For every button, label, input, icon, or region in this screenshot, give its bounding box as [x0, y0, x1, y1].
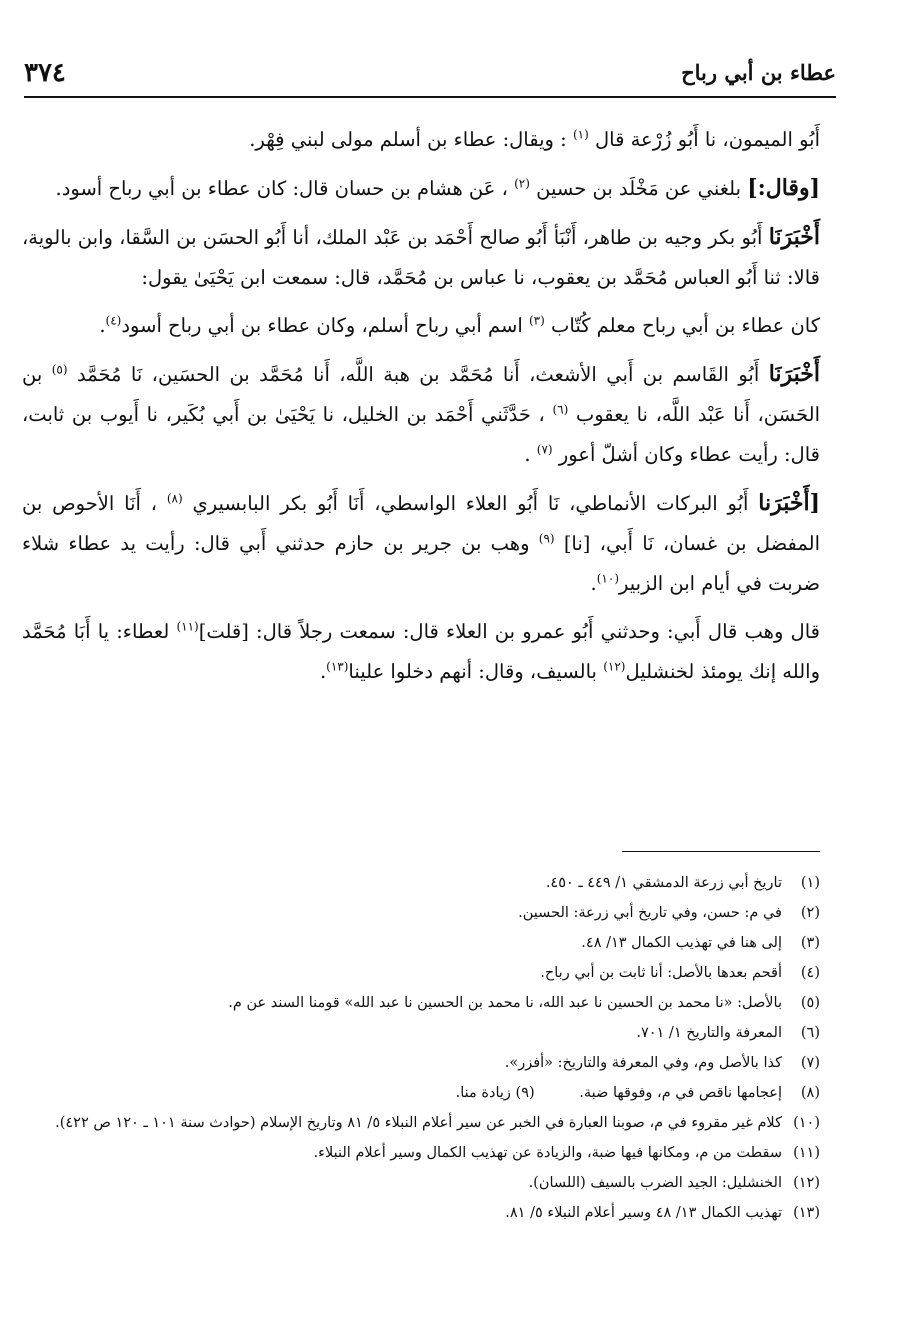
footnote-text: إعجامها ناقص في م، وفوقها ضبة.: [579, 1085, 782, 1101]
footnote-ref: (٥): [51, 362, 68, 377]
footnote-ref: (١١): [176, 619, 199, 634]
footnote: [22, 1018, 820, 1048]
keyword: أَخْبَرَنَا: [768, 361, 821, 387]
footnote-number: (٦): [800, 1025, 820, 1041]
footnote-text: أقحم بعدها بالأصل: أنا ثابت بن أبي رباح.: [540, 965, 782, 981]
page-number: ٣٧٤: [24, 58, 66, 88]
main-text: [22, 120, 820, 700]
footnote-text: تهذيب الكمال ١٣/ ٤٨ وسير أعلام النبلاء ٥/ ٨١.: [505, 1205, 782, 1221]
footnote-number: (١١): [793, 1145, 820, 1161]
footnote-ref: (٤): [105, 313, 122, 328]
footnote: [22, 1108, 820, 1138]
footnote-number: (٩): [515, 1085, 535, 1101]
running-title: عطاء بن أبي رباح: [681, 60, 836, 85]
page-header: [24, 52, 836, 98]
paragraph-5: أَخْبَرَنَا أَبُو القَاسم بن أَبي الأشعث، أَنا مُحَمَّد بن هبة اللَّه، أَنا مُحَمَّد بن الحسَين، نَا مُحَمَّد $^{(٥)}$ بن الحَسَن، أَنا عَبْد اللَّه، نا يعقوب $^{(٦)}$ ، حَدَّثَني أَحْمَد بن الخليل، نا يَحْيَىٰ بن أَبي بُكَير، نا أَيوب بن ثابت، قال: رأيت عطاء وكان أشلّ أعور $^{(٧)}$ .: [22, 361, 821, 466]
keyword: [وقال:]: [747, 175, 820, 201]
footnote-text: كلام غير مقروء في م، صوبنا العبارة في الخبر عن سير أعلام النبلاء ٥/ ٨١ وتاريخ الإسلام (حوادث سنة ١٠١ ـ ١٢٠ ص ٤٢٢).: [55, 1115, 782, 1131]
footnote: [22, 988, 820, 1018]
footnote: [22, 1198, 820, 1228]
footnote-number: (١٠): [793, 1115, 820, 1131]
footnote-text: إلى هنا في تهذيب الكمال ١٣/ ٤٨.: [581, 935, 782, 951]
footnotes: [22, 868, 820, 1228]
footnote: [22, 898, 820, 928]
footnote-ref: (٧): [536, 442, 553, 457]
keyword: [أَخْبَرَنا: [758, 490, 820, 516]
footnote-ref: (١٢): [603, 659, 626, 674]
footnote-number: (٨): [800, 1085, 820, 1101]
footnote-number: (١): [800, 875, 820, 891]
footnote: [22, 1168, 820, 1198]
footnote-ref: (١٣): [326, 659, 349, 674]
footnote: [22, 1048, 820, 1078]
footnote: [22, 868, 820, 898]
footnote-ref: (١): [572, 127, 589, 142]
footnote-text: بالأصل: «نا محمد بن الحسين نا عبد الله، نا محمد بن الحسين نا عبد الله» قومنا السند عن م.: [228, 995, 782, 1011]
footnote-text: كذا بالأصل وم، وفي المعرفة والتاريخ: «أفزر».: [504, 1055, 782, 1071]
footnote: [22, 1138, 820, 1168]
footnote: [22, 928, 820, 958]
footnote-number: (٣): [800, 935, 820, 951]
paragraph-4: كان عطاء بن أبي رباح معلم كُتّاب $^{(٣)}$ اسم أبي رباح أسلم، وكان عطاء بن أبي رباح أسود$^{(٤)}$.: [99, 313, 820, 337]
footnote-separator: [622, 851, 820, 852]
keyword: أَخْبَرَنَا: [768, 224, 821, 250]
paragraph-3: أَخْبَرَنَا أَبُو بكر وجيه بن طاهر، أَنْبَأ أَبُو صالح أَحْمَد بن عَبْد الملك، أنا أَبُو الحسَن بن السَّقا، وابن بالوية، قالا: ثنا أَبُو العباس مُحَمَّد بن يعقوب، نا عباس بن مُحَمَّد، قال: سمعت ابن يَحْيَىٰ يقول:: [22, 224, 821, 289]
footnote-text: سقطت من م، ومكانها فيها ضبة، والزيادة عن تهذيب الكمال وسير أعلام النبلاء.: [313, 1145, 782, 1161]
footnote-text: المعرفة والتاريخ ١/ ٧٠١.: [636, 1025, 782, 1041]
footnote-number: (٢): [800, 905, 820, 921]
footnote: [22, 958, 820, 988]
footnote: [22, 1078, 820, 1108]
paragraph-7: قال وهب قال أَبي: وحدثني أَبُو عمرو بن العلاء قال: سمعت رجلاً قال: [قلت]$^{(١١)}$ لعطاء: يا أَبَا مُحَمَّد والله إنك يومئذ لخنشليل$^{(١٢)}$ بالسيف، وقال: أنهم دخلوا علينا$^{(١٣)}$.: [22, 619, 820, 683]
footnote-ref: (٨): [166, 491, 183, 506]
footnote-number: (١٢): [793, 1175, 820, 1191]
footnote-ref: (٩): [538, 531, 555, 546]
footnote-ref: (١٠): [596, 571, 619, 586]
footnote-ref: (٣): [528, 313, 545, 328]
footnote-text: زيادة منا.: [455, 1085, 511, 1101]
paragraph-1: أَبُو الميمون، نا أَبُو زُرْعة قال $^{(١)}$ : ويقال: عطاء بن أسلم مولى لبني فِهْر.: [249, 127, 820, 151]
footnote-number: (١٣): [793, 1205, 820, 1221]
footnote-ref: (٦): [552, 402, 569, 417]
footnote-ref: (٢): [514, 176, 530, 191]
footnote-number: (٥): [800, 995, 820, 1011]
footnote-text: الخنشليل: الجيد الضرب بالسيف (اللسان).: [528, 1175, 782, 1191]
footnote-number: (٤): [800, 965, 820, 981]
footnote-text: في م: حسن، وفي تاريخ أبي زرعة: الحسين.: [518, 905, 782, 921]
footnote-text: تاريخ أبي زرعة الدمشقي ١/ ٤٤٩ ـ ٤٥٠.: [545, 875, 782, 891]
footnote-number: (٧): [800, 1055, 820, 1071]
paragraph-2: [وقال:] بلغني عن مَخْلَد بن حسين $^{(٢)}$ ، عَن هشام بن حسان قال: كان عطاء بن أبي رباح أسود.: [55, 175, 820, 201]
paragraph-6: [أَخْبَرَنا أَبُو البركات الأنماطي، نَا أَبُو العلاء الواسطي، أَنَا أَبُو بكر البابسيري $^{(٨)}$ ، أَنَا الأحوص بن المفضل بن غسان، نَا أَبي، [نا] $^{(٩)}$ وهب بن جرير بن حازم حدثني أَبي قال: رأيت يد عطاء شلاء ضربت في أيام ابن الزبير$^{(١٠)}$.: [22, 490, 820, 595]
